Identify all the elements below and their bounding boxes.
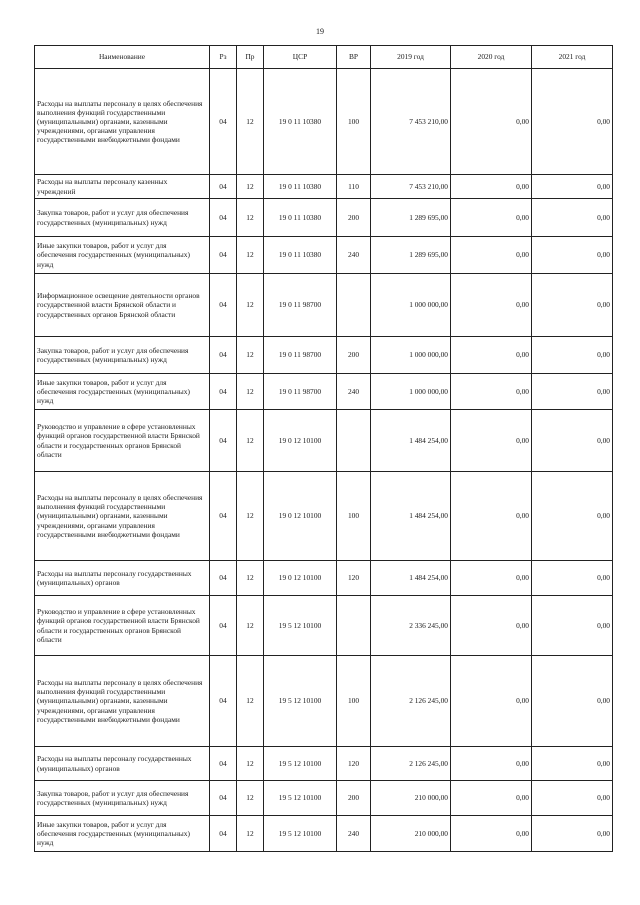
cell-2021: 0,00 (532, 472, 613, 561)
cell-rz: 04 (210, 337, 237, 374)
header-2020: 2020 год (451, 46, 532, 69)
header-pr: Пр (237, 46, 264, 69)
cell-2020: 0,00 (451, 472, 532, 561)
cell-2021: 0,00 (532, 237, 613, 274)
cell-pr: 12 (237, 237, 264, 274)
cell-rz: 04 (210, 274, 237, 337)
cell-2021: 0,00 (532, 69, 613, 175)
cell-2019: 1 000 000,00 (371, 374, 451, 410)
cell-2021: 0,00 (532, 561, 613, 596)
cell-name: Закупка товаров, работ и услуг для обеспечения государственных (муниципальных) нужд (35, 781, 210, 816)
table-row (35, 656, 613, 747)
cell-csr: 19 0 11 10380 (264, 175, 337, 199)
cell-2021: 0,00 (532, 337, 613, 374)
page-number: 19 (316, 27, 324, 36)
cell-2021: 0,00 (532, 596, 613, 656)
cell-2019: 1 484 254,00 (371, 410, 451, 472)
table-row (35, 561, 613, 596)
cell-csr: 19 0 11 10380 (264, 199, 337, 237)
cell-pr: 12 (237, 69, 264, 175)
cell-pr: 12 (237, 816, 264, 852)
cell-2021: 0,00 (532, 410, 613, 472)
header-2019: 2019 год (371, 46, 451, 69)
cell-2021: 0,00 (532, 656, 613, 747)
table-row (35, 816, 613, 852)
cell-2019: 2 126 245,00 (371, 747, 451, 781)
cell-csr: 19 5 12 10100 (264, 656, 337, 747)
table-row (35, 472, 613, 561)
cell-2020: 0,00 (451, 781, 532, 816)
cell-2019: 2 126 245,00 (371, 656, 451, 747)
cell-rz: 04 (210, 374, 237, 410)
cell-rz: 04 (210, 175, 237, 199)
cell-csr: 19 0 11 10380 (264, 237, 337, 274)
table-header-row (35, 46, 613, 69)
cell-pr: 12 (237, 374, 264, 410)
cell-2020: 0,00 (451, 274, 532, 337)
cell-vr: 100 (337, 69, 371, 175)
cell-csr: 19 0 11 98700 (264, 274, 337, 337)
cell-name: Расходы на выплаты персоналу государственных (муниципальных) органов (35, 747, 210, 781)
table-row (35, 781, 613, 816)
cell-vr (337, 274, 371, 337)
cell-2021: 0,00 (532, 199, 613, 237)
table-row (35, 237, 613, 274)
cell-pr: 12 (237, 781, 264, 816)
cell-name: Расходы на выплаты персоналу в целях обеспечения выполнения функций государственными (муниципальными) органами, казенными учреждениями, органами управления государственными внебюджетными фондами (35, 472, 210, 561)
cell-vr: 240 (337, 374, 371, 410)
cell-rz: 04 (210, 781, 237, 816)
cell-vr (337, 410, 371, 472)
cell-name: Иные закупки товаров, работ и услуг для обеспечения государственных (муниципальных) нужд (35, 374, 210, 410)
cell-pr: 12 (237, 656, 264, 747)
header-rz: Рз (210, 46, 237, 69)
cell-name: Закупка товаров, работ и услуг для обеспечения государственных (муниципальных) нужд (35, 199, 210, 237)
table-row (35, 199, 613, 237)
table-row (35, 337, 613, 374)
cell-rz: 04 (210, 747, 237, 781)
cell-vr: 120 (337, 561, 371, 596)
cell-2020: 0,00 (451, 596, 532, 656)
cell-2020: 0,00 (451, 199, 532, 237)
cell-pr: 12 (237, 175, 264, 199)
table-row (35, 175, 613, 199)
cell-rz: 04 (210, 69, 237, 175)
cell-pr: 12 (237, 747, 264, 781)
cell-2020: 0,00 (451, 656, 532, 747)
cell-pr: 12 (237, 472, 264, 561)
cell-name: Иные закупки товаров, работ и услуг для обеспечения государственных (муниципальных) нужд (35, 237, 210, 274)
cell-csr: 19 0 12 10100 (264, 561, 337, 596)
table-row (35, 274, 613, 337)
cell-vr: 200 (337, 781, 371, 816)
cell-2019: 1 289 695,00 (371, 237, 451, 274)
cell-rz: 04 (210, 656, 237, 747)
cell-pr: 12 (237, 561, 264, 596)
cell-csr: 19 0 11 98700 (264, 337, 337, 374)
cell-vr: 110 (337, 175, 371, 199)
cell-csr: 19 5 12 10100 (264, 747, 337, 781)
cell-2020: 0,00 (451, 237, 532, 274)
cell-name: Расходы на выплаты персоналу в целях обеспечения выполнения функций государственными (муниципальными) органами, казенными учреждениями, органами управления государственными внебюджетными фондами (35, 69, 210, 175)
table-row (35, 69, 613, 175)
cell-vr: 100 (337, 656, 371, 747)
cell-2019: 7 453 210,00 (371, 175, 451, 199)
cell-pr: 12 (237, 199, 264, 237)
header-2021: 2021 год (532, 46, 613, 69)
cell-name: Расходы на выплаты персоналу в целях обеспечения выполнения функций государственными (муниципальными) органами, казенными учреждениями, органами управления государственными внебюджетными фондами (35, 656, 210, 747)
table-row (35, 410, 613, 472)
cell-rz: 04 (210, 472, 237, 561)
cell-csr: 19 0 12 10100 (264, 472, 337, 561)
cell-name: Руководство и управление в сфере установленных функций органов государственной власти Брянской области и государственных органов Брянской области (35, 410, 210, 472)
cell-rz: 04 (210, 237, 237, 274)
cell-rz: 04 (210, 561, 237, 596)
cell-vr: 100 (337, 472, 371, 561)
cell-2021: 0,00 (532, 374, 613, 410)
cell-name: Закупка товаров, работ и услуг для обеспечения государственных (муниципальных) нужд (35, 337, 210, 374)
cell-2020: 0,00 (451, 816, 532, 852)
cell-vr (337, 596, 371, 656)
table-row (35, 747, 613, 781)
table-row (35, 596, 613, 656)
cell-rz: 04 (210, 410, 237, 472)
cell-pr: 12 (237, 410, 264, 472)
cell-2021: 0,00 (532, 747, 613, 781)
cell-2019: 1 000 000,00 (371, 274, 451, 337)
cell-2020: 0,00 (451, 175, 532, 199)
header-vr: ВР (337, 46, 371, 69)
budget-table (34, 45, 613, 852)
cell-2019: 1 484 254,00 (371, 472, 451, 561)
cell-2020: 0,00 (451, 374, 532, 410)
cell-csr: 19 5 12 10100 (264, 596, 337, 656)
cell-csr: 19 5 12 10100 (264, 816, 337, 852)
cell-vr: 120 (337, 747, 371, 781)
cell-name: Руководство и управление в сфере установленных функций органов государственной власти Брянской области и государственных органов Брянской области (35, 596, 210, 656)
cell-vr: 240 (337, 237, 371, 274)
cell-name: Расходы на выплаты персоналу государственных (муниципальных) органов (35, 561, 210, 596)
table-row (35, 374, 613, 410)
header-name: Наименование (35, 46, 210, 69)
cell-pr: 12 (237, 337, 264, 374)
cell-name: Иные закупки товаров, работ и услуг для обеспечения государственных (муниципальных) нужд (35, 816, 210, 852)
cell-2019: 7 453 210,00 (371, 69, 451, 175)
cell-name: Расходы на выплаты персоналу казенных учреждений (35, 175, 210, 199)
cell-name: Информационное освещение деятельности органов государственной власти Брянской области и государственных органов Брянской области (35, 274, 210, 337)
cell-csr: 19 0 12 10100 (264, 410, 337, 472)
cell-pr: 12 (237, 274, 264, 337)
cell-2021: 0,00 (532, 274, 613, 337)
cell-2019: 210 000,00 (371, 781, 451, 816)
cell-2019: 210 000,00 (371, 816, 451, 852)
cell-2019: 2 336 245,00 (371, 596, 451, 656)
cell-2021: 0,00 (532, 816, 613, 852)
cell-2019: 1 000 000,00 (371, 337, 451, 374)
cell-2020: 0,00 (451, 410, 532, 472)
cell-rz: 04 (210, 199, 237, 237)
cell-rz: 04 (210, 596, 237, 656)
cell-2020: 0,00 (451, 69, 532, 175)
header-csr: ЦСР (264, 46, 337, 69)
cell-rz: 04 (210, 816, 237, 852)
cell-2021: 0,00 (532, 781, 613, 816)
cell-vr: 200 (337, 337, 371, 374)
cell-2019: 1 484 254,00 (371, 561, 451, 596)
cell-2019: 1 289 695,00 (371, 199, 451, 237)
cell-vr: 200 (337, 199, 371, 237)
cell-2020: 0,00 (451, 337, 532, 374)
cell-2021: 0,00 (532, 175, 613, 199)
cell-pr: 12 (237, 596, 264, 656)
cell-csr: 19 5 12 10100 (264, 781, 337, 816)
cell-vr: 240 (337, 816, 371, 852)
cell-2020: 0,00 (451, 561, 532, 596)
cell-csr: 19 0 11 98700 (264, 374, 337, 410)
cell-2020: 0,00 (451, 747, 532, 781)
cell-csr: 19 0 11 10380 (264, 69, 337, 175)
